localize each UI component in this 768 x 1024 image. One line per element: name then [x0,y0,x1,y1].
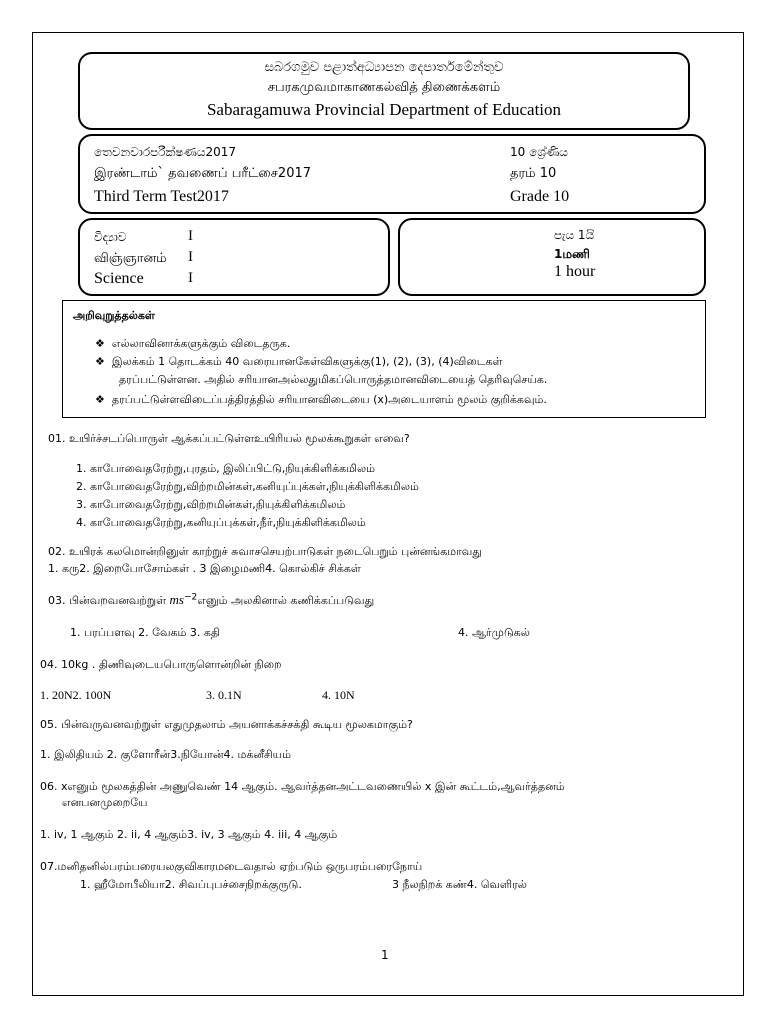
exam-name-tamil: இரண்டாம்` தவணைப் பரீட்சை2017 [94,166,312,181]
question-3 [48,592,374,609]
question-7: 07.மனிதனில்பரம்பரையலகுவிகாரமடைவதால் ஏற்படும் ஒருபரம்பரைநோய் [40,860,423,873]
question-6: 06. xஎனும் மூலகத்தின் அணுவெண் 14 ஆகும். ஆவர்த்தனஅட்டவணையில் x இன் கூட்டம்,ஆவர்த்தனம் [40,780,565,793]
diamond-bullet-icon: ❖ [95,393,105,406]
question-3-text: 03. பின்வறவனவற்றுள் [48,594,167,607]
q2-options: 1. கரு2. இறைபோசோம்கள் . 3 இழைமணி4. கொல்கிச் சிக்கள் [48,562,361,575]
q4-option-3: 3. 0.1N [206,688,242,702]
question-2: 02. உயிரக் கலமொன்றினுள் காற்றுச் சுவாசசெயற்பாடுகள் நடைபெறும் புன்னங்கமாவது [48,545,482,558]
instruction-text: இலக்கம் 1 தொடக்கம் 40 வரையானகேள்விகளுக்கு(1), (2), (3), (4)விடைகள் [111,355,503,368]
instruction-item [95,355,502,370]
unit-exponent: −2 [184,592,198,603]
unit-symbol: ms [169,592,184,607]
q5-options: 1. இலிதியம் 2. குளோரீன்3.நியோன்4. மக்னீசியம் [40,748,291,761]
instruction-text: தரப்பட்டுள்ளவிடைப்பத்திரத்தில் சரியானவிடையை (x)அடையாளம் மூலம் குறிக்கவும். [111,393,547,406]
question-1: 01. உயிர்ச்சடப்பொருள் ஆக்கப்பட்டுள்ளஉயிரியல் மூலக்கூறுகள் எவை? [48,432,410,445]
grade-sinhala: 10 ශ්‍රේණිය [510,145,568,159]
q3-options-1-3: 1. பரப்பளவு 2. வேகம் 3. கதி [70,626,220,639]
q6-options: 1. iv, 1 ஆகும் 2. ii, 4 ஆகும்3. iv, 3 ஆகும் 4. iii, 4 ஆகும் [40,828,338,841]
q1-option-3: 3. காபோவைதரேற்று,விற்றமின்கள்,நியுக்கிளிக்கமிலம் [76,498,346,511]
subject-box [78,218,390,296]
exam-name-english: Third Term Test2017 [94,188,229,205]
subject-label-sinhala: විද්‍යාව [94,230,127,244]
q1-option-1: 1. காபோவைதரேற்று,புரதம், இலிப்பிட்டு,நியுக்கிளிக்கமிலம் [76,462,375,475]
q4-option-4: 4. 10N [322,688,355,702]
q4-options-1-2: 1. 20N2. 100N [40,688,112,702]
department-header-box [78,52,690,130]
subject-label-english: Science [94,270,144,287]
question-3-text-end: எனும் அலகினால் கணிக்கப்படுவது [197,594,375,607]
subject-label-tamil: விஞ்ஞானம் [94,251,167,266]
grade-tamil: தரம் 10 [510,166,557,181]
diamond-bullet-icon: ❖ [95,355,105,368]
department-name-english: Sabaragamuwa Provincial Department of Education [206,100,562,119]
grade-english: Grade 10 [510,188,570,205]
subject-paper-tamil: I [188,249,193,265]
diamond-bullet-icon: ❖ [95,337,105,350]
department-name-tamil: சபரகமுவமாகாணகல்வித் திணைக்களம் [267,80,501,95]
q1-option-2: 2. காபோவைதரேற்று,விற்றமின்கள்,கனியுப்புக்கள்,நியுக்கிளிக்கமிலம் [76,480,419,493]
question-6-continuation: எனபனமுறையே [62,796,148,809]
instructions-title: அறிவுறுத்தல்கள் [73,309,155,322]
question-4: 04. 10kg . திணிவுடையபொருளொன்றின் நிறை [40,658,282,671]
time-box [398,218,706,296]
q7-options-3-4: 3 நீலநிறக் கண்4. வெளிரல் [392,878,527,891]
subject-paper-english: I [188,270,193,286]
instructions-box [62,300,706,418]
q7-options-1-2: 1. ஹீமோபீலியா2. சிவப்புபச்சைநிறக்குருடு. [80,878,302,891]
instruction-item [95,393,547,408]
time-tamil: 1மணி [554,247,590,261]
instruction-continuation: தரப்பட்டுள்ளன. அதில் சரியானஅல்லதுமிகப்பொருத்தமானவிடையைத் தெரிவுசெய்க. [119,373,548,386]
question-5: 05. பின்வருவனவற்றுள் எதுமுதலாம் அயனாக்கச்சக்தி கூடிய மூலகமாகும்? [40,718,413,731]
page-number: 1 [381,948,389,962]
subject-paper-sinhala: I [188,228,193,244]
instruction-text: எல்லாவினாக்களுக்கும் விடைதருக. [111,337,291,350]
q1-option-4: 4. காபோவைதரேற்று,கனியுப்புக்கள்,நீர்,நியுக்கிளிக்கமிலம் [76,516,366,529]
exam-name-sinhala: තෙවනවාරපරීක්ෂණය2017 [94,145,236,159]
time-english: 1 hour [554,263,596,280]
department-name-sinhala: සබරගමුව පළාත්අධ්‍යාපන දෙපාර්තමේන්තුව [264,60,504,75]
instruction-item [95,337,290,352]
q3-option-4: 4. ஆர்முடுகல் [458,626,530,639]
exam-info-box [78,134,706,214]
time-sinhala: පැය 1යි [554,228,595,242]
